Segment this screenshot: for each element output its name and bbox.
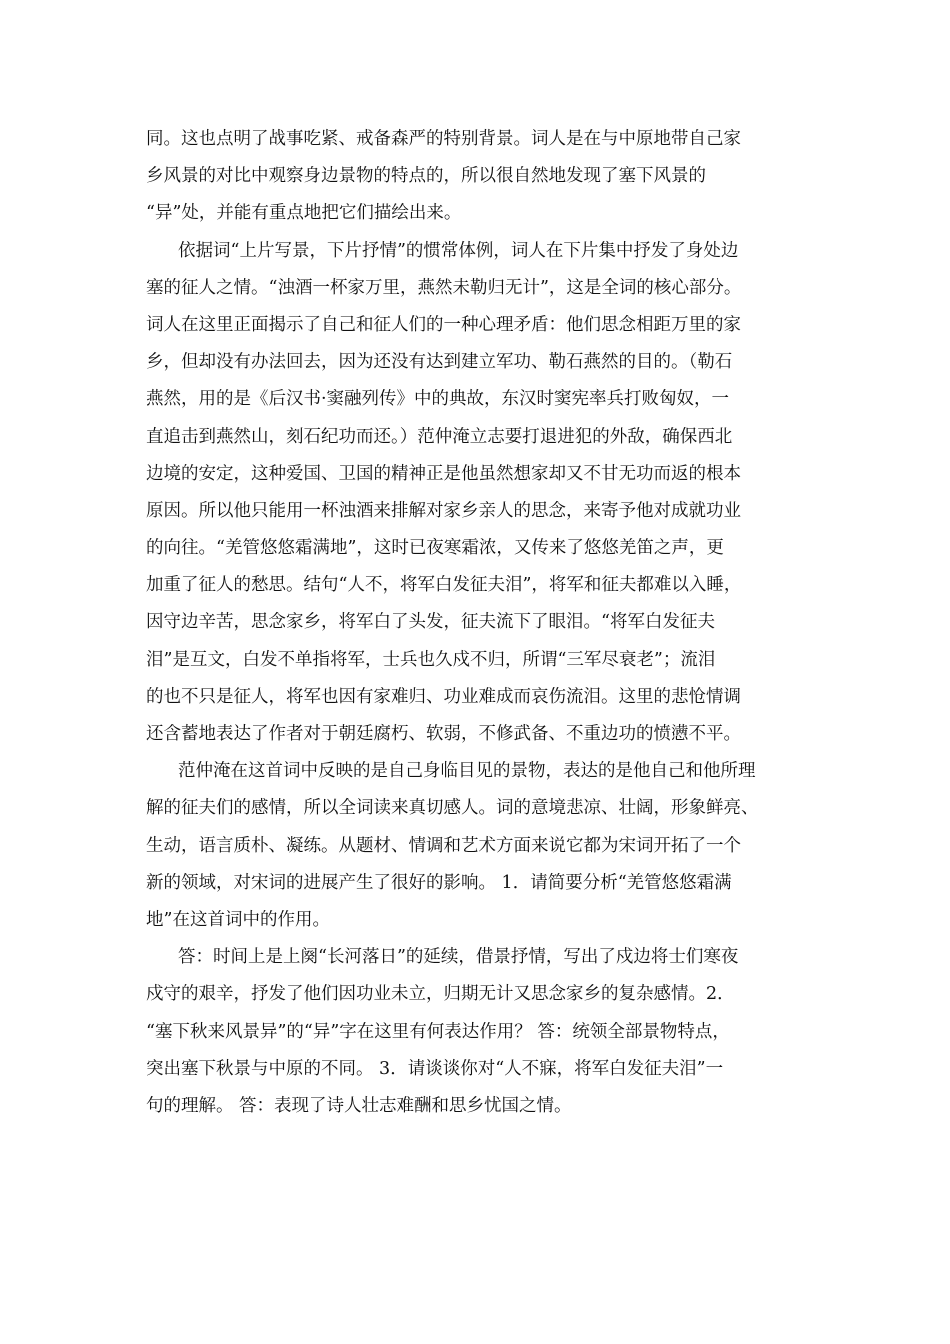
text-line: 解的征夫们的感情，所以全词读来真切感人。词的意境悲凉、壮阔，形象鲜亮、 xyxy=(146,798,759,819)
text-line: 泪”是互文，白发不单指将军，士兵也久戍不归，所谓“三军尽衰老”；流泪 xyxy=(146,649,716,670)
text-line: “塞下秋来风景异”的“异”字在这里有何表达作用？ 答：统领全部景物特点， xyxy=(146,1021,730,1042)
text-line: 塞的征人之情。“浊酒一杯家万里，燕然未勒归无计”，这是全词的核心部分。 xyxy=(146,277,742,298)
text-line: 的也不只是征人，将军也因有家难归、功业难成而哀伤流泪。这里的悲怆情调 xyxy=(146,686,741,707)
text-line: 同。这也点明了战事吃紧、戒备森严的特别背景。词人是在与中原地带自己家 xyxy=(146,129,741,149)
text-line: 乡风景的对比中观察身边景物的特点的，所以很自然地发现了塞下风景的 xyxy=(146,166,706,187)
text-line: 直追击到燕然山，刻石纪功而还。）范仲淹立志要打退进犯的外敌，确保西北 xyxy=(146,426,733,447)
paragraph-start-line: 答：时间上是上阕“长河落日”的延续，借景抒情，写出了戍边将士们寒夜 xyxy=(178,947,739,968)
text-line: 地”在这首词中的作用。 xyxy=(146,909,330,930)
text-line: 句的理解。 答：表现了诗人壮志难酬和思乡忧国之情。 xyxy=(146,1095,572,1116)
text-line: “异”处，并能有重点地把它们描绘出来。 xyxy=(146,203,462,224)
paragraph-start-line: 依据词“上片写景，下片抒情”的惯常体例，词人在下片集中抒发了身处边 xyxy=(178,240,739,261)
text-line: 戍守的艰辛，抒发了他们因功业未立，归期无计又思念家乡的复杂感情。2． xyxy=(146,984,735,1005)
text-line: 原因。所以他只能用一杯浊酒来排解对家乡亲人的思念，来寄予他对成就功业 xyxy=(146,500,741,521)
text-line: 因守边辛苦，思念家乡，将军白了头发，征夫流下了眼泪。“将军白发征夫 xyxy=(146,612,715,633)
text-line: 生动，语言质朴、凝练。从题材、情调和艺术方面来说它都为宋词开拓了一个 xyxy=(146,835,741,856)
text-line: 乡，但却没有办法回去，因为还没有达到建立军功、勒石燕然的目的。（勒石 xyxy=(146,352,733,373)
text-line: 新的领域，对宋词的进展产生了很好的影响。 1．请简要分析“羌管悠悠霜满 xyxy=(146,872,732,893)
paragraph-start-line: 范仲淹在这首词中反映的是自己身临目见的景物，表达的是他自己和他所理 xyxy=(178,761,756,782)
text-line: 还含蓄地表达了作者对于朝廷腐朽、软弱，不修武备、不重边功的愤懑不平。 xyxy=(146,724,741,744)
text-line: 突出塞下秋景与中原的不同。 3．请谈谈你对“人不寐，将军白发征夫泪”一 xyxy=(146,1058,724,1079)
document-body xyxy=(146,121,826,1125)
text-line: 的向往。“羌管悠悠霜满地”，这时已夜寒霜浓，又传来了悠悠羌笛之声，更 xyxy=(146,538,724,559)
text-line: 燕然，用的是《后汉书·窦融列传》中的典故，东汉时窦宪率兵打败匈奴，一 xyxy=(146,389,730,410)
text-line: 词人在这里正面揭示了自己和征人们的一种心理矛盾：他们思念相距万里的家 xyxy=(146,314,741,335)
text-line: 加重了征人的愁思。结句“人不，将军白发征夫泪”，将军和征夫都难以入睡， xyxy=(146,575,742,596)
text-line: 边境的安定，这种爱国、卫国的精神正是他虽然想家却又不甘无功而返的根本 xyxy=(146,463,741,484)
